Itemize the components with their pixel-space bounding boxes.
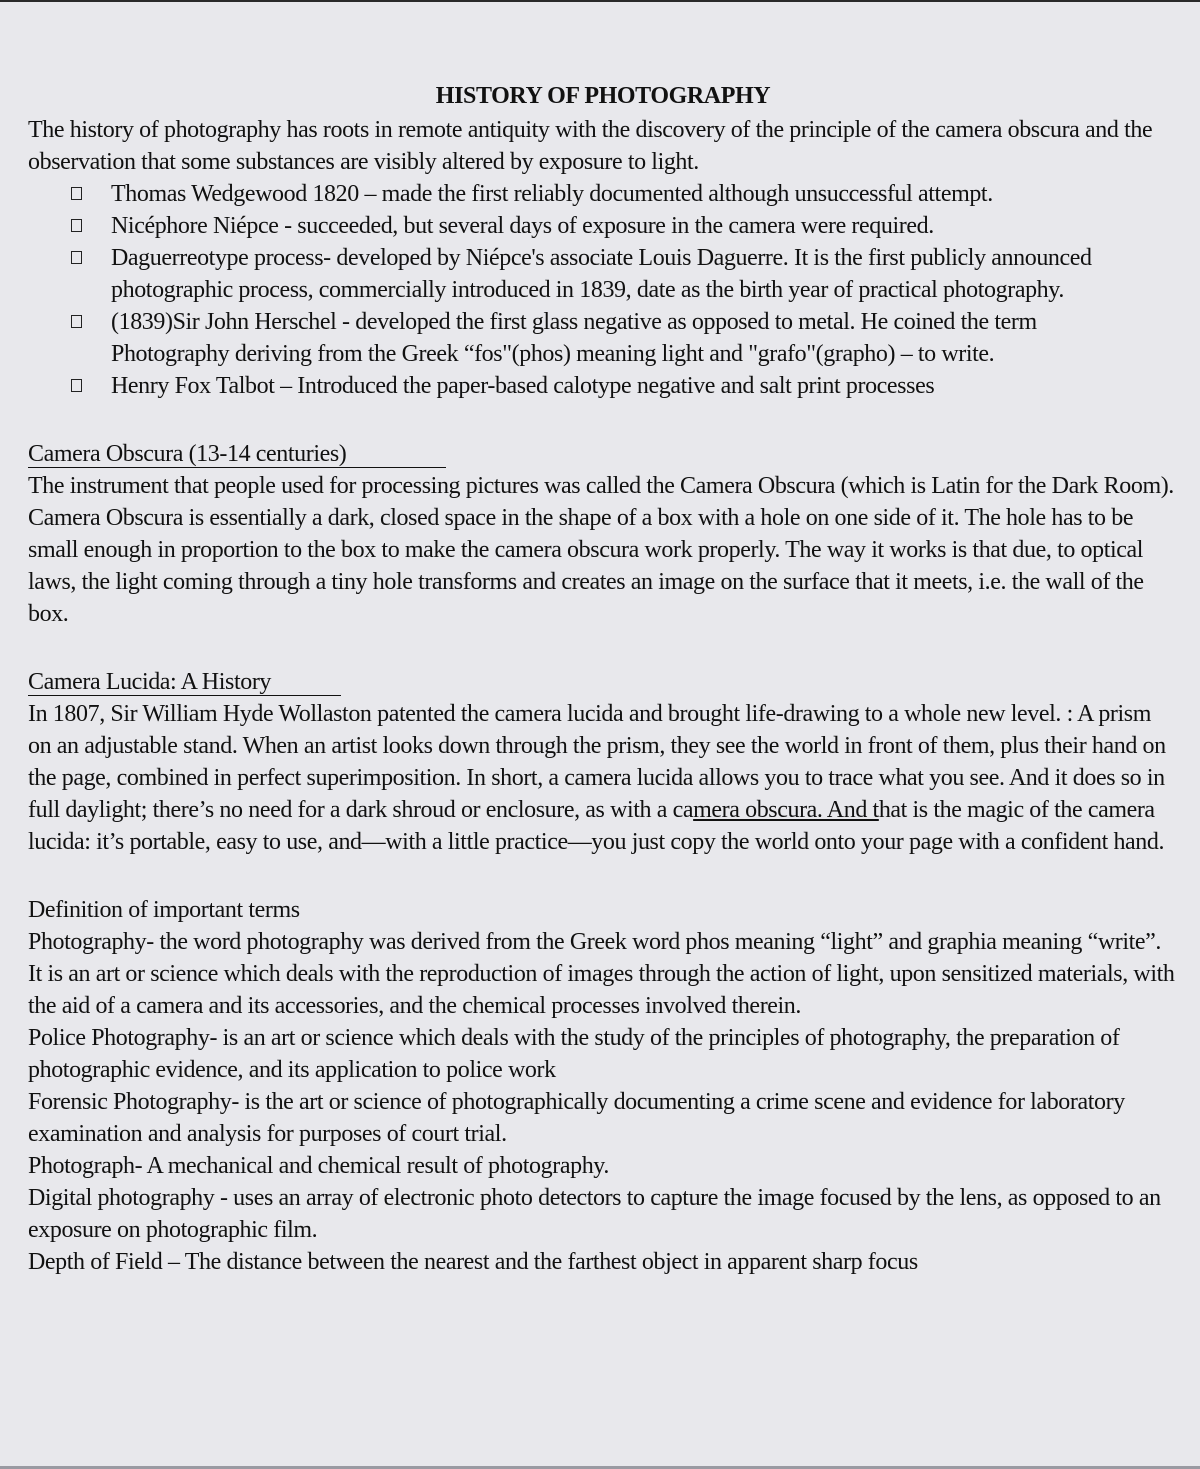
page-title: HISTORY OF PHOTOGRAPHY: [435, 83, 771, 109]
camera-obscura-paragraph-2: Camera Obscura is essentially a dark, closed space in the shape of a box with a hole on one side of it. The hole has to be small enough in proportion to the box to make the camera obscura work properly. The way it works is that due, to optical laws, the light coming through a tiny hole transforms and creates an image on the surface that it meets, i.e. the wall of the box.: [28, 505, 1144, 627]
checkbox-bullet-icon: [71, 187, 82, 200]
checkbox-bullet-icon: [71, 251, 82, 264]
camera-obscura-heading: Camera Obscura (13-14 centuries): [28, 441, 446, 468]
definition-photography: Photography- the word photography was derived from the Greek word phos meaning “light” and graphia meaning “write”. It is an art or science which deals with the reproduction of images through the action of light, upon sensitized materials, with the aid of a camera and its accessories, and the chemical processes involved therein.: [28, 929, 1175, 1019]
camera-lucida-paragraph: [28, 698, 1178, 858]
camera-lucida-text-part-1: In 1807, Sir William Hyde Wollaston patented the camera lucida and brought life-drawing to a whole new level. : A prism on an adjustable stand. When an artist looks down through the prism, they see the world in front of them, plus their hand on the page, combined in perfect superimposition. In short, a camera lucida allows you to trace what you see. And it does so in full daylight; there’s no need for a dark shroud or enclosure, as with a ca: [28, 701, 1166, 823]
definition-depth-of-field: Depth of Field – The distance between the nearest and the farthest object in apparent sharp focus: [28, 1249, 918, 1275]
camera-lucida-underlined-text: mera obscura. And t: [693, 797, 879, 823]
camera-obscura-paragraph-1: The instrument that people used for processing pictures was called the Camera Obscura (which is Latin for the Dark Room).: [28, 473, 1174, 499]
list-item: [71, 306, 1156, 370]
list-item-text: Henry Fox Talbot – Introduced the paper-based calotype negative and salt print processes: [111, 373, 935, 399]
section-spacer: [28, 858, 1178, 894]
list-item: [71, 370, 1156, 402]
definitions-heading: Definition of important terms: [28, 897, 300, 923]
definition-forensic-photography: Forensic Photography- is the art or science of photographically documenting a crime scene and evidence for laboratory examination and analysis for purposes of court trial.: [28, 1089, 1125, 1147]
checkbox-bullet-icon: [71, 379, 82, 392]
list-item: [71, 210, 1156, 242]
camera-lucida-section: [28, 666, 1178, 858]
definitions-section: [28, 894, 1178, 1278]
section-spacer: [28, 630, 1178, 666]
checkbox-bullet-icon: [71, 219, 82, 232]
definition-police-photography: Police Photography- is an art or science which deals with the study of the principles of photography, the preparation of photographic evidence, and its application to police work: [28, 1025, 1120, 1083]
camera-obscura-section: [28, 438, 1178, 630]
list-item-text: Nicéphore Niépce - succeeded, but several days of exposure in the camera were required.: [111, 213, 934, 239]
history-bullet-list: [28, 178, 1178, 402]
definition-photograph: Photograph- A mechanical and chemical result of photography.: [28, 1153, 609, 1179]
intro-paragraph: The history of photography has roots in remote antiquity with the discovery of the principle of the camera obscura and the observation that some substances are visibly altered by exposure to light.: [28, 117, 1153, 175]
document-page: [28, 80, 1178, 1278]
list-item-text: Daguerreotype process- developed by Niépce's associate Louis Daguerre. It is the first publicly announced photographic process, commercially introduced in 1839, date as the birth year of practical photography.: [111, 245, 1092, 303]
checkbox-bullet-icon: [71, 315, 82, 328]
list-item-text: (1839)Sir John Herschel - developed the first glass negative as opposed to metal. He coined the term Photography deriving from the Greek “fos"(phos) meaning light and "grafo"(grapho) – to write.: [111, 309, 1037, 367]
camera-lucida-text-part-2: hat is the magic of the camera lucida: it’s portable, easy to use, and—with a little practice—you just copy the world onto your page with a confident hand.: [28, 797, 1165, 855]
camera-lucida-heading: Camera Lucida: A History: [28, 669, 341, 696]
definition-digital-photography: Digital photography - uses an array of electronic photo detectors to capture the image focused by the lens, as opposed to an exposure on photographic film.: [28, 1185, 1161, 1243]
list-item-text: Thomas Wedgewood 1820 – made the first reliably documented although unsuccessful attempt.: [111, 181, 993, 207]
list-item: [71, 178, 1156, 210]
list-item: [71, 242, 1156, 306]
top-border: [0, 0, 1200, 2]
section-spacer: [28, 402, 1178, 438]
